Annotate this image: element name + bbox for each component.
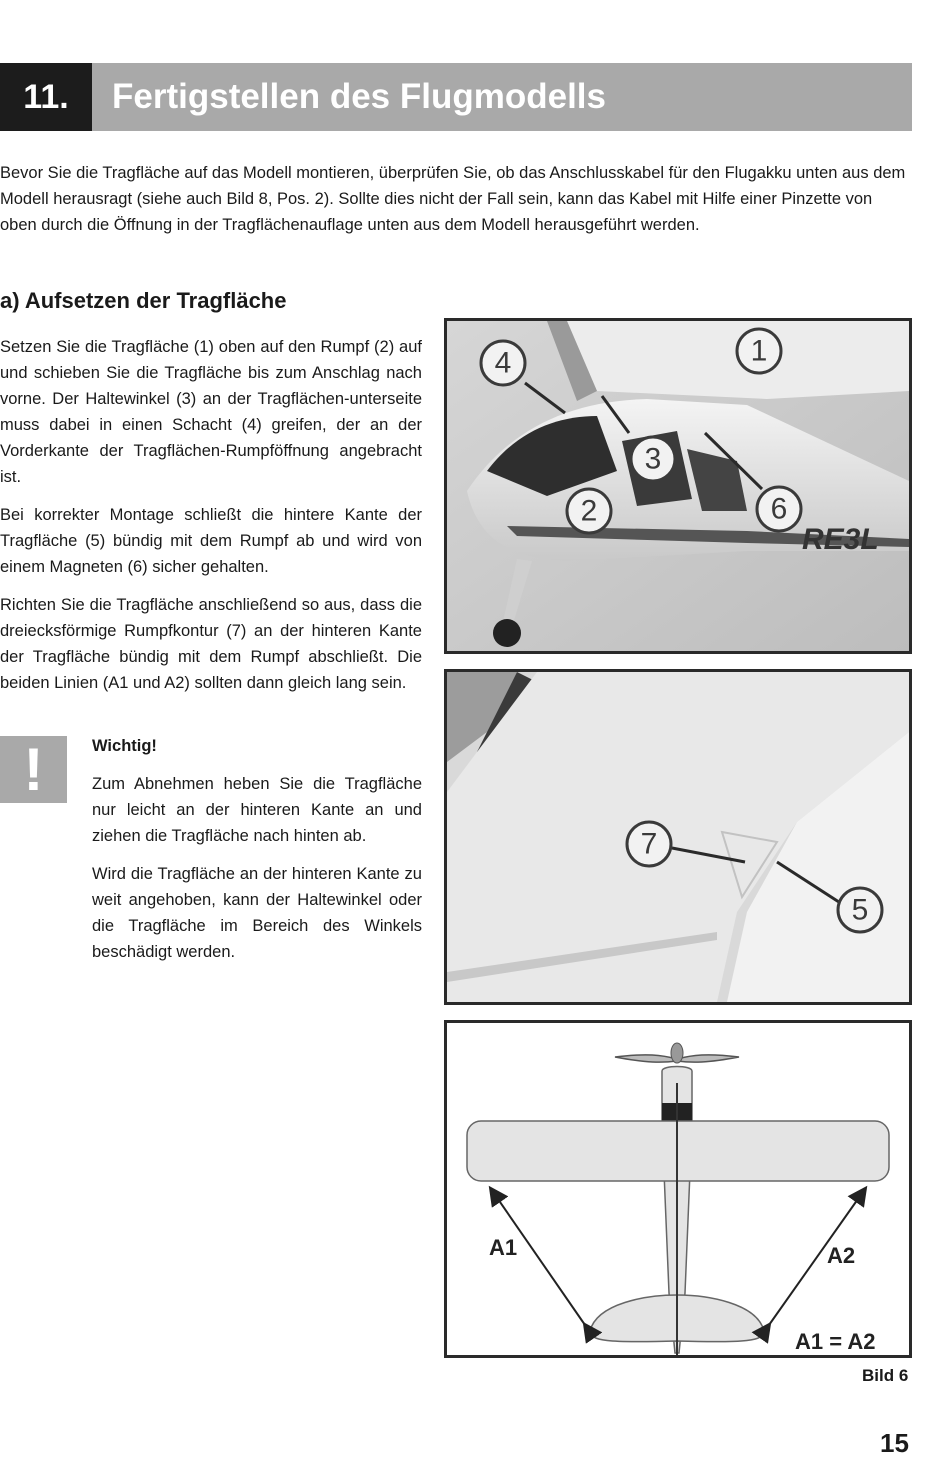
- warning-note: [92, 733, 422, 977]
- photo-wing-trailing-edge: [444, 669, 912, 1005]
- paragraph-2: Bei korrekter Montage schließt die hintere Kante der Tragfläche (5) bündig mit dem Rumpf ab und wird von einem Magneten (6) sicher gehalten.: [0, 506, 422, 576]
- label-a2: A2: [827, 1243, 856, 1268]
- paragraph-3: Richten Sie die Tragfläche anschließend so aus, dass die dreiecksförmige Rumpfkontur (7) an der hinteren Kante der Tragfläche bündig mit dem Rumpf abschließt. Die beiden Linien (A1 und A2) sollten dann gleich lang sein.: [0, 596, 422, 692]
- warning-title: Wichtig!: [92, 737, 157, 755]
- diagram-top-view: [447, 1023, 909, 1355]
- section-body: [0, 334, 422, 708]
- diagram-wing-alignment: [444, 1020, 912, 1358]
- photo-trailing-edge-illustration: [447, 672, 909, 1002]
- callout-4-label: 4: [494, 346, 512, 380]
- callout-6-label: 6: [770, 492, 788, 526]
- label-equation: A1 = A2: [795, 1329, 876, 1354]
- callout-2-label: 2: [580, 494, 598, 528]
- chapter-number: 11.: [0, 63, 92, 131]
- warning-paragraph-2: Wird die Tragfläche an der hinteren Kante zu weit angehoben, kann der Haltewinkel oder die Tragfläche im Bereich des Winkels beschädigt werden.: [92, 865, 422, 961]
- photo-wing-mount: [444, 318, 912, 654]
- figure-caption: Bild 6: [862, 1366, 909, 1385]
- label-a1: A1: [489, 1235, 518, 1260]
- section-heading: a) Aufsetzen der Tragfläche: [0, 288, 287, 313]
- intro-paragraph: Bevor Sie die Tragfläche auf das Modell montieren, überprüfen Sie, ob das Anschlusskabel für den Flugakku unten aus dem Modell herausragt (siehe auch Bild 8, Pos. 2). Sollte dies nicht der Fall sein, kann das Kabel mit Hilfe einer Pinzette von oben durch die Öffnung in der Tragflächenauflage unten aus dem Modell herausgeführt werden.: [0, 164, 906, 234]
- callout-5-label: 5: [851, 893, 869, 927]
- callout-1-label: 1: [750, 334, 768, 368]
- photo-logo-text: RE3L: [802, 523, 879, 556]
- warning-icon: !: [0, 736, 67, 803]
- callout-3-label: 3: [644, 442, 662, 476]
- warning-paragraph-1: Zum Abnehmen heben Sie die Tragfläche nur leicht an der hinteren Kante an und ziehen die Tragfläche nach hinten ab.: [92, 775, 422, 845]
- paragraph-1: Setzen Sie die Tragfläche (1) oben auf den Rumpf (2) auf und schieben Sie die Tragfläche bis zum Anschlag nach vorne. Der Haltewinkel (3) an der Tragflächen-unterseite muss dabei in einen Schacht (4) greifen, der an der Vorderkante der Tragflächen-Rumpföffnung angebracht ist.: [0, 338, 422, 486]
- chapter-title: Fertigstellen des Flugmodells: [92, 63, 912, 131]
- callout-7-label: 7: [640, 827, 658, 861]
- photo-wing-mount-illustration: [447, 321, 909, 651]
- page-number: 15: [880, 1428, 909, 1458]
